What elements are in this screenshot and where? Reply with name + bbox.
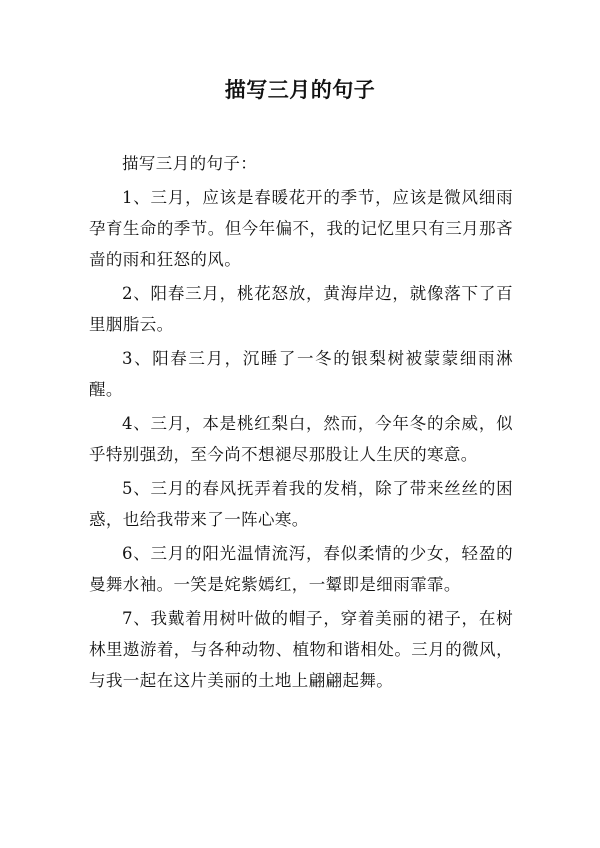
document-body xyxy=(89,148,513,696)
paragraph-7: 7、我戴着用树叶做的帽子，穿着美丽的裙子，在树林里遨游着，与各种动物、植物和谐相处。三月的微风，与我一起在这片美丽的土地上翩翩起舞。 xyxy=(89,609,513,690)
paragraph-6: 6、三月的阳光温情流泻，春似柔情的少女，轻盈的曼舞水袖。一笑是姹紫嫣红，一颦即是细雨霏霏。 xyxy=(89,544,513,594)
paragraph-1: 1、三月，应该是春暖花开的季节，应该是微风细雨孕育生命的季节。但今年偏不，我的记忆里只有三月那吝啬的雨和狂怒的风。 xyxy=(89,188,513,269)
intro-line: 描写三月的句子： xyxy=(122,154,258,173)
paragraph-5: 5、三月的春风抚弄着我的发梢，除了带来丝丝的困惑，也给我带来了一阵心寒。 xyxy=(89,479,513,529)
page-title: 描写三月的句子 xyxy=(224,78,376,102)
paragraph-2: 2、阳春三月，桃花怒放，黄海岸边，就像落下了百里胭脂云。 xyxy=(89,284,513,334)
paragraph-4: 4、三月，本是桃红梨白，然而，今年冬的余威，似乎特别强劲，至今尚不想褪尽那股让人生厌的寒意。 xyxy=(89,414,513,464)
paragraph-3: 3、阳春三月，沉睡了一冬的银梨树被蒙蒙细雨淋醒。 xyxy=(89,349,513,399)
